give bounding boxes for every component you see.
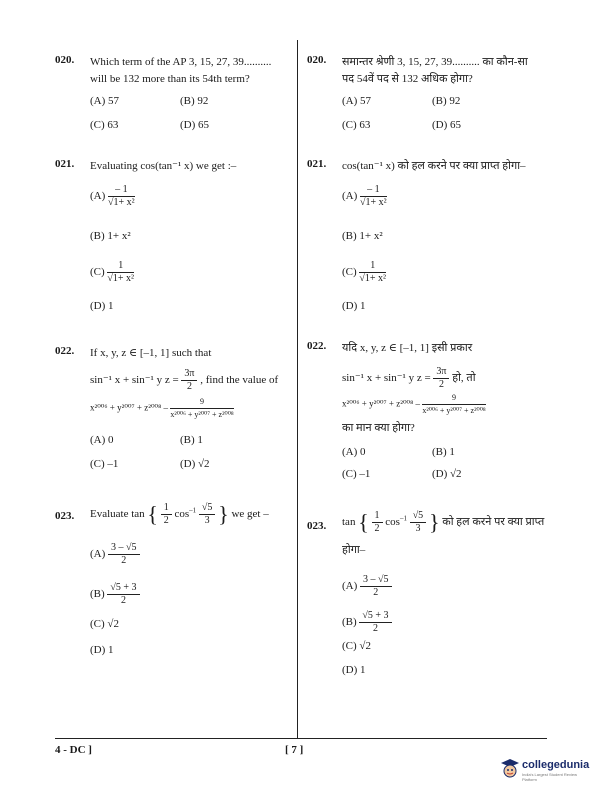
- q022-hi-option-c: (C) –1: [342, 468, 371, 480]
- q023-hi-option-b: [342, 610, 392, 635]
- q023-hi-half-numerator: 1: [372, 510, 383, 523]
- q020-option-d: (D) 65: [180, 119, 210, 131]
- q023-hi-option-b-denominator: 2: [372, 623, 378, 634]
- q023-hi-option-b-numerator: √5 + 3: [359, 610, 391, 623]
- q023-hi-option-c: (C) √2: [342, 640, 371, 652]
- q021-hi-option-c: [342, 260, 386, 285]
- q021-hi-number: 021.: [307, 158, 327, 170]
- column-divider: [297, 40, 298, 738]
- q023-hi-option-a-fraction: [360, 574, 392, 599]
- q022-hi-then: हो, तो: [452, 372, 476, 385]
- logo-tagline: India's Largest Student Review Platform: [522, 772, 578, 782]
- q023-option-d: (D) 1: [90, 644, 114, 656]
- q021-text: Evaluating cos(tan⁻¹ x) we get :–: [90, 160, 237, 172]
- q021-hi-text: cos(tan⁻¹ x) को हल करने पर क्या प्राप्त होगा–: [342, 160, 526, 172]
- q023-number: 023.: [55, 510, 75, 522]
- q023-right-brace: }: [218, 501, 229, 527]
- q023-hi-tan: tan: [342, 516, 356, 529]
- q023-hi-root-denominator: 3: [415, 523, 421, 534]
- q023-we-get: we get –: [231, 508, 269, 521]
- q022-hi-option-b: (B) 1: [432, 446, 455, 458]
- q023-hi-inverse: –1: [399, 514, 407, 523]
- q020-number: 020.: [55, 54, 75, 66]
- q022-hi-option-d: (D) √2: [432, 468, 462, 480]
- q021-hi-option-a-label: (A): [342, 190, 358, 203]
- q023-hi-option-a-label: (A): [342, 580, 358, 593]
- q021-option-a-label: (A): [90, 190, 106, 203]
- q023-hi-right-brace: }: [428, 509, 440, 535]
- q020-hi-number: 020.: [307, 54, 327, 66]
- q021-number: 021.: [55, 158, 75, 170]
- q020-hi-option-d: (D) 65: [432, 119, 462, 131]
- q021-hi-option-c-label: (C): [342, 266, 357, 279]
- footer-rule: [55, 738, 547, 739]
- q021-option-a-denominator: √1+ x²: [108, 197, 135, 208]
- q022-hi-expression-fraction: [422, 392, 485, 417]
- q023-hi-half-fraction: [372, 510, 383, 535]
- q022-pi-numerator: 3π: [181, 368, 197, 381]
- q022-hi-equation: sin⁻¹ x + sin⁻¹ y z =: [342, 372, 431, 385]
- q022-hi-expression: [342, 392, 486, 417]
- q021-option-c-denominator: √1+ x²: [107, 273, 135, 284]
- q023-inverse: –1: [189, 506, 197, 515]
- q022-expression-denominator: x²⁰⁰⁶ + y²⁰⁰⁷ + z²⁰⁰⁸: [170, 410, 234, 419]
- q023-half-denominator: 2: [163, 515, 169, 526]
- q023-root-numerator: √5: [199, 502, 216, 515]
- q023-hi-question: [342, 510, 544, 535]
- q023-root-fraction: [199, 502, 216, 527]
- q021-hi-option-c-numerator: 1: [359, 260, 386, 273]
- page-code: 4 - DC ]: [55, 744, 92, 756]
- q022-hi-option-a: (A) 0: [342, 446, 366, 458]
- q022-expression: [90, 396, 234, 421]
- q021-hi-option-c-denominator: √1+ x²: [359, 273, 387, 284]
- q021-option-b: (B) 1+ x²: [90, 230, 131, 242]
- q023-option-a: [90, 542, 140, 567]
- q022-equation: sin⁻¹ x + sin⁻¹ y z =: [90, 374, 179, 387]
- q023-option-b-numerator: √5 + 3: [107, 582, 139, 595]
- q023-hi-number: 023.: [307, 520, 327, 532]
- q020-line1: Which term of the AP 3, 15, 27, 39..........: [90, 56, 272, 68]
- q023-option-c: (C) √2: [90, 618, 119, 630]
- q022-pi-fraction: [181, 368, 197, 393]
- q023-hi-option-b-fraction: [359, 610, 391, 635]
- q023-hi-option-a: [342, 574, 392, 599]
- q023-option-b-label: (B): [90, 588, 105, 601]
- q021-hi-option-c-fraction: [359, 260, 386, 285]
- q023-hi-option-d: (D) 1: [342, 664, 366, 676]
- q020-option-a: (A) 57: [90, 95, 120, 107]
- q022-hi-pi-denominator: 2: [438, 379, 444, 390]
- q023-hi-option-a-denominator: 2: [373, 587, 379, 598]
- q021-hi-option-a-numerator: – 1: [360, 184, 387, 197]
- q021-option-a-fraction: [108, 184, 135, 209]
- q023-hi-left-brace: {: [358, 509, 369, 535]
- q021-hi-option-a: [342, 184, 387, 209]
- q022-hi-expression-denominator: x²⁰⁰⁶ + y²⁰⁰⁷ + z²⁰⁰⁸: [422, 406, 486, 415]
- q022-hi-line2: [342, 366, 476, 391]
- q023-option-b-denominator: 2: [120, 595, 126, 606]
- q020-hi-line1: समान्तर श्रेणी 3, 15, 27, 39.......... का कौन-सा: [342, 56, 528, 68]
- q023-option-a-label: (A): [90, 548, 106, 561]
- q021-hi-option-d: (D) 1: [342, 300, 366, 312]
- q022-number: 022.: [55, 345, 75, 357]
- q022-hi-pi-numerator: 3π: [433, 366, 449, 379]
- q023-hi-root-fraction: [410, 510, 427, 535]
- q022-hi-expression-lead: x²⁰⁰⁶ + y²⁰⁰⁷ + z²⁰⁰⁸ –: [342, 398, 421, 409]
- q023-option-b-fraction: [107, 582, 139, 607]
- q022-expression-lead: x²⁰⁰⁶ + y²⁰⁰⁷ + z²⁰⁰⁸ –: [90, 402, 169, 413]
- q023-question: [90, 502, 269, 527]
- q020-hi-option-c: (C) 63: [342, 119, 371, 131]
- q023-evaluate-text: Evaluate tan: [90, 508, 145, 521]
- q023-root-denominator: 3: [204, 515, 210, 526]
- q023-half-numerator: 1: [161, 502, 172, 515]
- q023-option-a-fraction: [108, 542, 140, 567]
- q023-hi-line2: होगा–: [342, 544, 366, 556]
- q020-line2: will be 132 more than its 54th term?: [90, 73, 250, 85]
- page-number: [ 7 ]: [285, 744, 304, 756]
- q023-option-b: [90, 582, 140, 607]
- q021-option-c: [90, 260, 134, 285]
- q022-hi-pi-fraction: [433, 366, 449, 391]
- q023-hi-cos: cos: [385, 516, 400, 529]
- logo-wordmark: collegedunia: [522, 759, 590, 771]
- q022-line1: If x, y, z ∈ [–1, 1] such that: [90, 347, 212, 359]
- q020-hi-option-b: (B) 92: [432, 95, 461, 107]
- q023-option-a-denominator: 2: [121, 555, 127, 566]
- q023-cos: cos: [174, 508, 190, 521]
- q022-hi-expression-numerator: 9: [422, 392, 485, 405]
- q021-option-a: [90, 184, 135, 209]
- q022-find-text: , find the value of: [200, 374, 279, 387]
- q020-hi-option-a: (A) 57: [342, 95, 372, 107]
- q023-hi-option-a-numerator: 3 – √5: [360, 574, 392, 587]
- q020-option-c: (C) 63: [90, 119, 119, 131]
- q021-option-c-fraction: [107, 260, 134, 285]
- q020-hi-line2: पद 54वें पद से 132 अधिक होगा?: [342, 73, 473, 85]
- q023-left-brace: {: [147, 501, 158, 527]
- q022-pi-denominator: 2: [186, 381, 192, 392]
- q023-option-a-numerator: 3 – √5: [108, 542, 140, 555]
- q021-option-c-label: (C): [90, 266, 105, 279]
- q022-expression-numerator: 9: [170, 396, 233, 409]
- q022-option-b: (B) 1: [180, 434, 203, 446]
- q021-option-a-numerator: – 1: [108, 184, 135, 197]
- q022-option-c: (C) –1: [90, 458, 119, 470]
- q022-hi-number: 022.: [307, 340, 327, 352]
- q021-hi-option-a-fraction: [360, 184, 387, 209]
- q022-hi-line1: यदि x, y, z ∈ [–1, 1] इसी प्रकार: [342, 342, 473, 354]
- q023-half-fraction: [161, 502, 172, 527]
- q023-hi-solve-text: को हल करने पर क्या प्राप्त: [442, 516, 545, 529]
- q022-expression-fraction: [170, 396, 233, 421]
- q021-hi-option-b: (B) 1+ x²: [342, 230, 383, 242]
- q022-option-d: (D) √2: [180, 458, 210, 470]
- q023-hi-option-b-label: (B): [342, 616, 357, 629]
- q023-hi-half-denominator: 2: [374, 523, 380, 534]
- collegedunia-logo[interactable]: [500, 755, 590, 785]
- q022-option-a: (A) 0: [90, 434, 114, 446]
- q022-hi-line4: का मान क्या होगा?: [342, 422, 415, 434]
- q020-option-b: (B) 92: [180, 95, 209, 107]
- q022-line2: [90, 368, 278, 393]
- q021-option-d: (D) 1: [90, 300, 114, 312]
- graduate-icon: [500, 757, 520, 779]
- q021-hi-option-a-denominator: √1+ x²: [360, 197, 387, 208]
- q023-hi-root-numerator: √5: [410, 510, 427, 523]
- q021-option-c-numerator: 1: [107, 260, 134, 273]
